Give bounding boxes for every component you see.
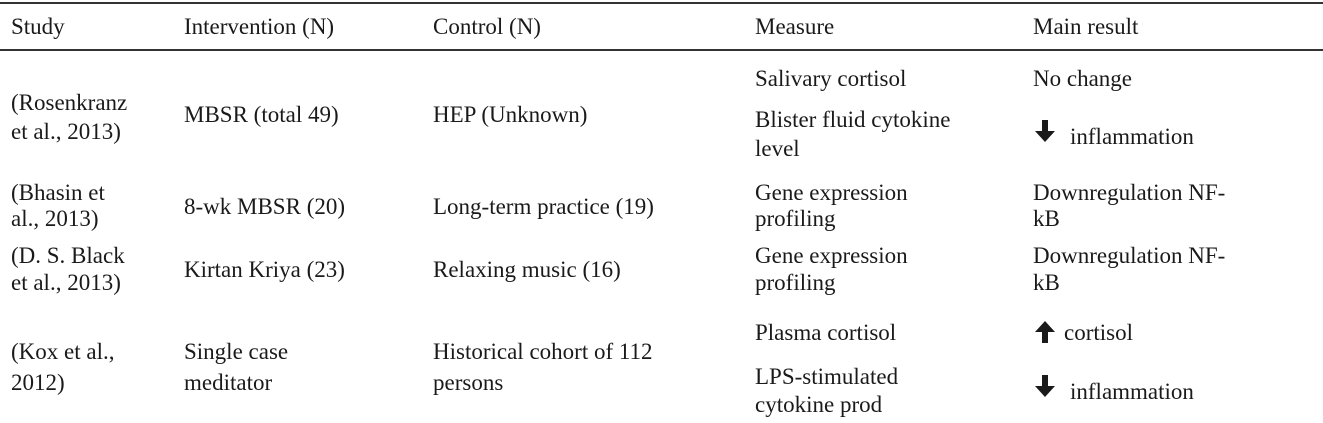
row1-result1: No change: [1033, 66, 1132, 91]
row4-measure1: Plasma cortisol: [755, 320, 897, 345]
row1-measure2-line2: level: [755, 136, 800, 161]
row2-control: Long-term practice (19): [433, 194, 654, 219]
row3-study-line1: (D. S. Black: [11, 243, 125, 268]
row3-intervention: Kirtan Kriya (23): [184, 257, 345, 282]
header-bottom-rule: [0, 49, 1323, 51]
row4-control-line2: persons: [433, 370, 504, 395]
row4-study-line2: 2012): [11, 370, 65, 395]
down-arrow-icon: [1034, 119, 1056, 143]
row4-intervention-line2: meditator: [184, 370, 273, 395]
row4-control-line1: Historical cohort of 112: [433, 339, 653, 364]
row4-result1: cortisol: [1064, 320, 1133, 345]
row1-control: HEP (Unknown): [433, 102, 588, 127]
row2-study-line2: al., 2013): [11, 206, 99, 231]
row1-study-line2: et al., 2013): [11, 119, 121, 144]
row2-intervention: 8-wk MBSR (20): [184, 194, 346, 219]
row3-result-line2: kB: [1033, 270, 1060, 295]
up-arrow-icon: [1034, 320, 1056, 344]
header-main-result: Main result: [1033, 14, 1139, 39]
header-measure: Measure: [755, 14, 835, 39]
row1-measure2-line1: Blister fluid cytokine: [755, 107, 951, 132]
row3-study-line2: et al., 2013): [11, 270, 121, 295]
down-arrow-icon: [1034, 374, 1056, 398]
row2-measure-line2: profiling: [755, 206, 836, 231]
row3-result-line1: Downregulation NF-: [1033, 243, 1226, 268]
row1-result2: inflammation: [1070, 124, 1194, 149]
row4-study-line1: (Kox et al.,: [11, 339, 115, 364]
header-control: Control (N): [433, 14, 541, 39]
row3-control: Relaxing music (16): [433, 257, 621, 282]
table-top-rule: [0, 2, 1323, 4]
row2-result-line2: kB: [1033, 206, 1060, 231]
row4-intervention-line1: Single case: [184, 339, 289, 364]
row4-result2: inflammation: [1070, 379, 1194, 404]
row3-measure-line1: Gene expression: [755, 243, 908, 268]
header-study: Study: [11, 14, 65, 39]
row2-result-line1: Downregulation NF-: [1033, 180, 1226, 205]
row1-intervention: MBSR (total 49): [184, 102, 339, 127]
row4-measure2-line1: LPS-stimulated: [755, 364, 899, 389]
row3-measure-line2: profiling: [755, 270, 836, 295]
row2-study-line1: (Bhasin et: [11, 180, 105, 205]
header-intervention: Intervention (N): [184, 14, 335, 39]
row4-measure2-line2: cytokine prod: [755, 392, 883, 417]
row1-study-line1: (Rosenkranz: [11, 90, 128, 115]
row2-measure-line1: Gene expression: [755, 180, 908, 205]
row1-measure1: Salivary cortisol: [755, 66, 907, 91]
